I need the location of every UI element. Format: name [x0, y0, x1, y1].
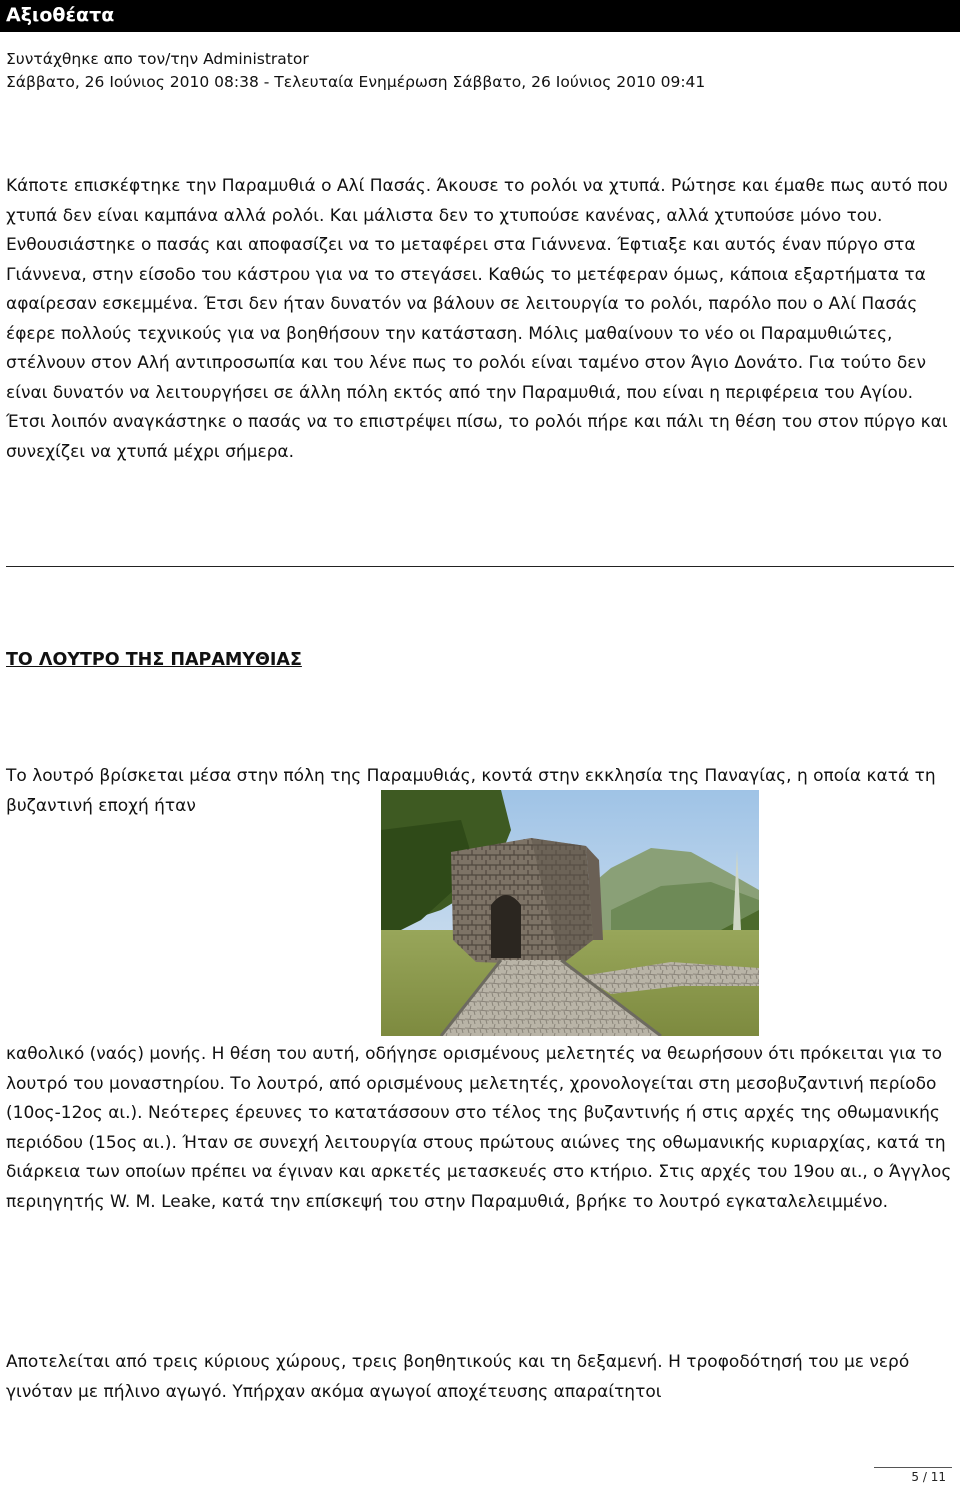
header-bar: [0, 0, 960, 32]
dates-line: Σάββατο, 26 Ιούνιος 2010 08:38 - Τελευταία Ενημέρωση Σάββατο, 26 Ιούνιος 2010 09:41: [6, 73, 706, 91]
bath-structure-paragraph: Αποτελείται από τρεις κύριους χώρους, τρεις βοηθητικούς και τη δεξαμενή. Η τροφοδότησή του με νερό γινόταν με πήλινο αγωγό. Υπήρχαν ακόμα αγωγοί αποχέτευσης απαραίτητοι: [6, 1352, 910, 1402]
page-number: 5 / 11: [911, 1470, 946, 1484]
bath-ruins-photo: [381, 790, 759, 1036]
footer-divider: [874, 1467, 952, 1468]
bath-history-paragraph: καθολικό (ναός) μονής. Η θέση του αυτή, οδήγησε ορισμένους μελετητές να θεωρήσουν ότι πρόκειται για το λουτρό του μοναστηρίου. Το λουτρό, από ορισμένους μελετητές, χρονολογείται στη μεσοβυζαντινή περίοδο (10ος-12ος αι.). Νεότερες έρευνες το κατατάσσουν στο τέλος της βυζαντινής ή στις αρχές της οθωμανικής περιόδου (15ος αι.). Ήταν σε συνεχή λειτουργία στους πρώτους αιώνες της οθωμανικής κυριαρχίας, κατά τη διάρκεια των οποίων πρέπει να έγιναν και αρκετές μετασκευές στο κτήριο. Στις αρχές του 19ου αι., ο Άγγλος περιηγητής W. M. Leake, κατά την επίσκεψή του στην Παραμυθιά, βρήκε το λουτρό εγκαταλελειμμένο.: [6, 1044, 952, 1212]
clock-story-paragraph: Κάποτε επισκέφτηκε την Παραμυθιά ο Αλί Πασάς. Άκουσε το ρολόι να χτυπά. Ρώτησε και έμαθε πως αυτό που χτυπά δεν είναι καμπάνα αλλά ρολόι. Και μάλιστα δεν το χτυπούσε κανένας, αλλά χτυπούσε μόνο του. Ενθουσιάστηκε ο πασάς και αποφασίζει να το μεταφέρει στα Γιάννενα. Έφτιαξε και αυτός έναν πύργο στα Γιάννενα, στην είσοδο του κάστρου για να το στεγάσει. Καθώς το μετέφεραν όμως, κάποια εξαρτήματα τα αφαίρεσαν εσκεμμένα. Έτσι δεν ήταν δυνατόν να βάλουν σε λειτουργία το ρολόι, παρόλο που ο Αλί Πασάς έφερε πολλούς τεχνικούς για να βοηθήσουν την κατάσταση. Μόλις μαθαίνουν το νέο οι Παραμυθιώτες, στέλνουν στον Αλή αντιπροσωπία και του λένε πως το ρολόι είναι ταμένο στον Άγιο Δονάτο. Για τούτο δεν είναι δυνατόν να λειτουργήσει σε άλλη πόλη εκτός από την Παραμυθιά, που είναι η περιφέρεια του Αγίου. Έτσι λοιπόν αναγκάστηκε ο πασάς να το επιστρέψει πίσω, το ρολόι πήρε και πάλι τη θέση του στον πύργο και συνεχίζει να χτυπά μέχρι σήμερα.: [6, 176, 948, 462]
page-title: Αξιοθέατα: [6, 4, 115, 26]
section-heading: ΤΟ ΛΟΥΤΡΟ ΤΗΣ ΠΑΡΑΜΥΘΙΑΣ: [6, 650, 302, 670]
article-meta: [6, 48, 705, 94]
section-divider: [6, 566, 954, 567]
bath-intro-paragraph: Το λουτρό βρίσκεται μέσα στην πόλη της Παραμυθιάς, κοντά στην εκκλησία της Παναγίας, η οποία κατά τη βυζαντινή εποχή ήταν: [6, 766, 936, 816]
author-line: Συντάχθηκε απο τον/την Administrator: [6, 50, 309, 68]
